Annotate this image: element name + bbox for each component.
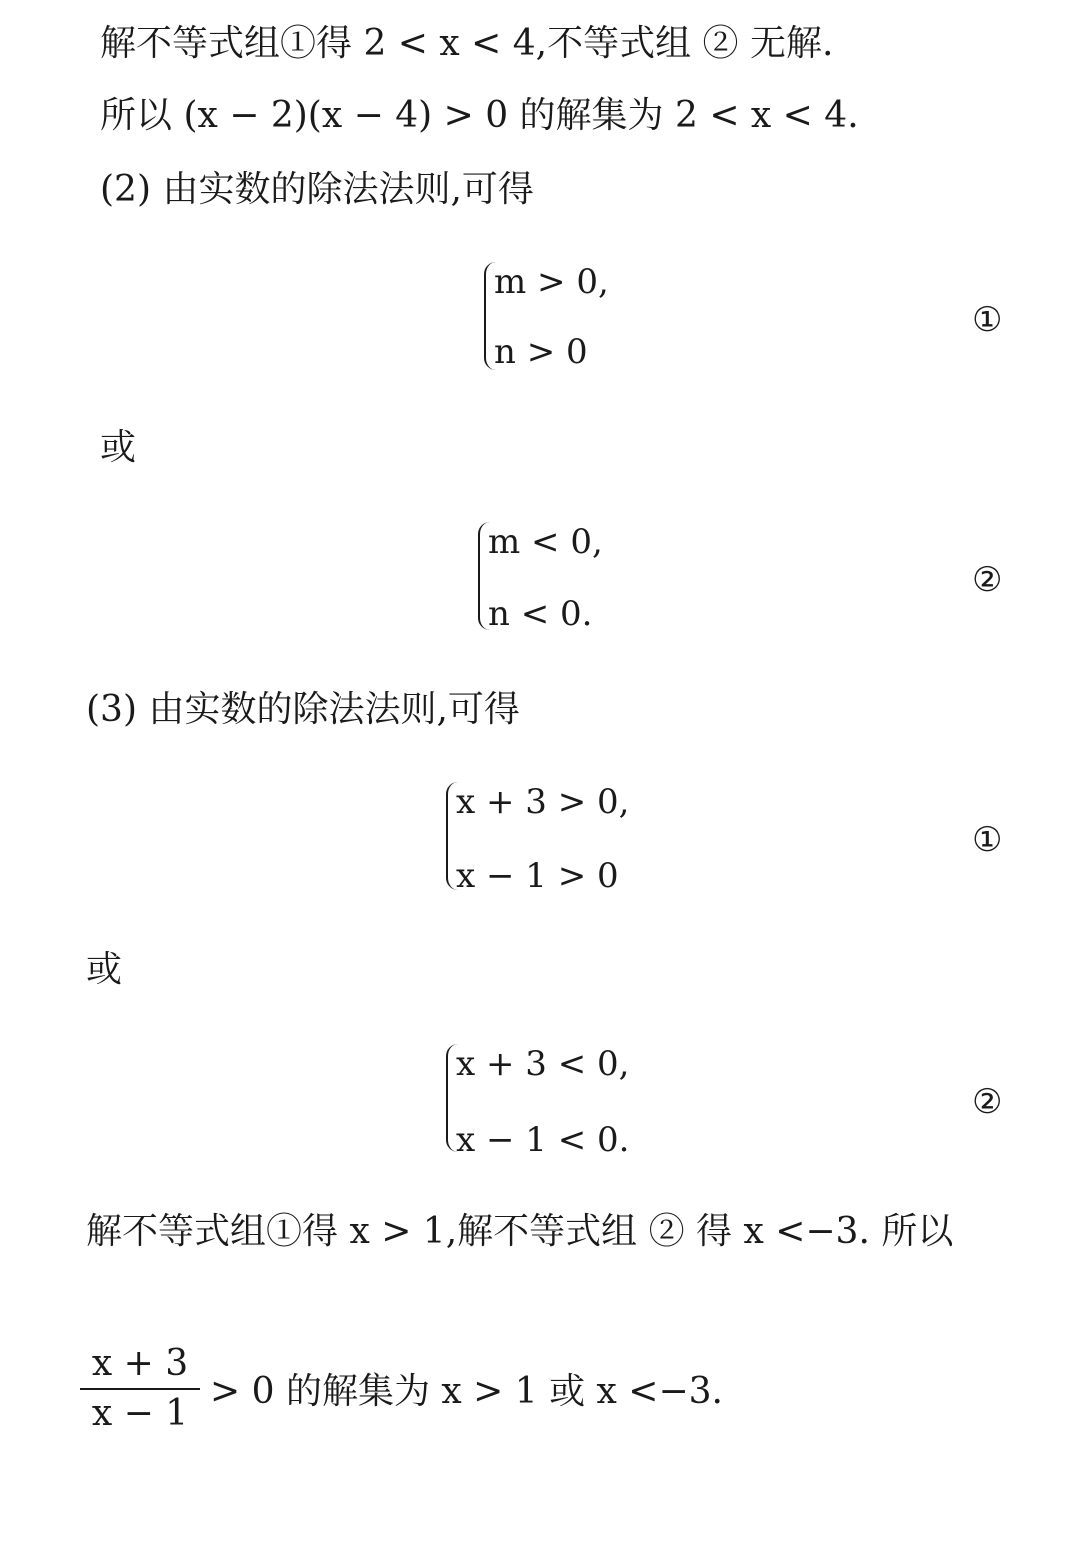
fraction (80, 1342, 200, 1436)
system-row: m > 0, (494, 262, 609, 302)
system-row: n < 0. (488, 594, 593, 634)
final-answer-text: > 0 的解集为 x > 1 或 x <−3. (210, 1371, 723, 1412)
solution-line-1: 解不等式组①得 2 < x < 4,不等式组 ② 无解. (100, 23, 834, 64)
equation-label: ① (972, 820, 1003, 860)
or-label: 或 (100, 427, 137, 468)
part-3-heading: (3) 由实数的除法法则,可得 (86, 689, 520, 730)
fraction-numerator: x + 3 (91, 1343, 189, 1384)
fraction-denominator: x − 1 (91, 1393, 189, 1434)
solution-line-2: 所以 (x − 2)(x − 4) > 0 的解集为 2 < x < 4. (100, 95, 859, 136)
or-label: 或 (86, 949, 123, 990)
system-row: x − 1 > 0 (456, 856, 619, 896)
part-2-heading: (2) 由实数的除法法则,可得 (100, 169, 534, 210)
system-row: m < 0, (488, 522, 603, 562)
system-row: n > 0 (494, 332, 588, 372)
equation-label: ② (972, 1082, 1003, 1122)
solution-line-3: 解不等式组①得 x > 1,解不等式组 ② 得 x <−3. 所以 (86, 1211, 954, 1252)
system-row: x + 3 < 0, (456, 1044, 630, 1084)
fraction-bar (80, 1388, 200, 1390)
equation-label: ② (972, 560, 1003, 600)
system-row: x + 3 > 0, (456, 782, 630, 822)
system-row: x − 1 < 0. (456, 1120, 630, 1160)
equation-label: ① (972, 300, 1003, 340)
